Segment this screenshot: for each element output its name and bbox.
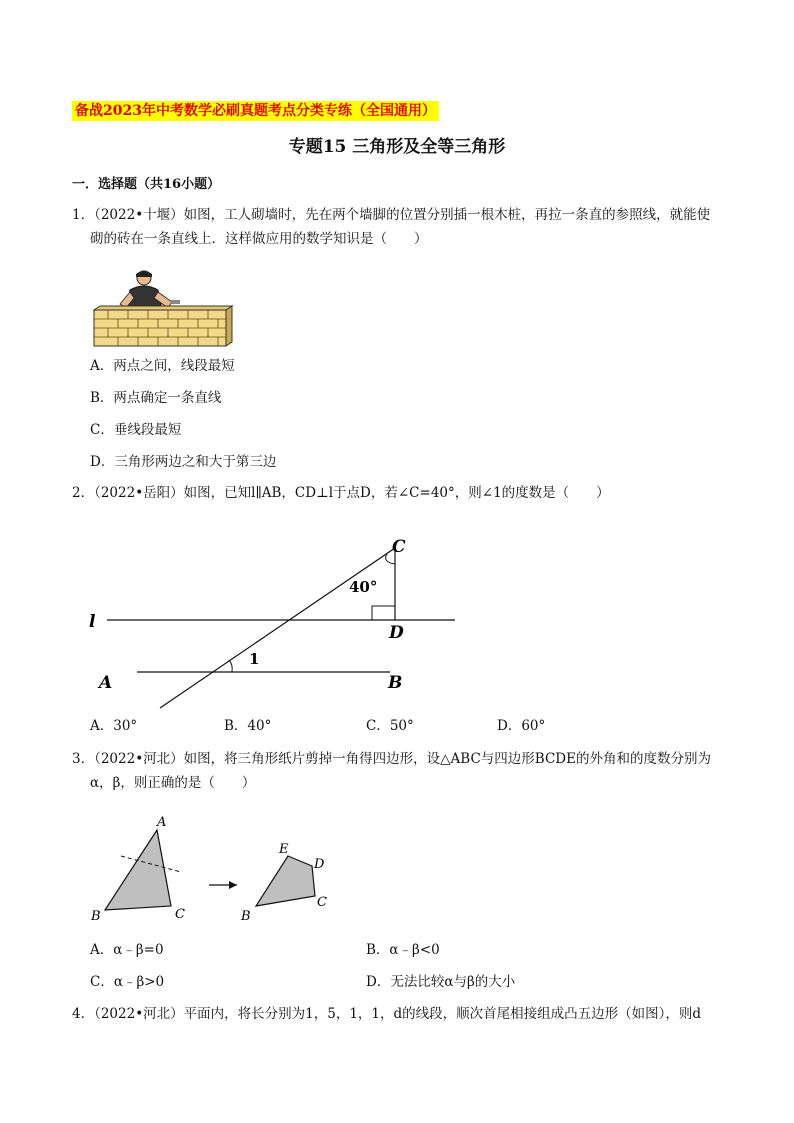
q3-option-a[interactable]: A．α﹣β=0 — [90, 942, 164, 958]
q2-option-d[interactable]: D．60° — [497, 718, 546, 734]
label-d: D — [389, 623, 404, 643]
label-c: C — [175, 907, 185, 922]
question-3-line1: 3．（2022•河北）如图，将三角形纸片剪掉一角得四边形，设△ABC与四边形BCDE的外角和的度数分别为 — [72, 751, 711, 767]
page-title: 专题15 三角形及全等三角形 — [288, 137, 506, 157]
question-4-line1: 4．（2022•河北）平面内，将长分别为1，5，1，1，d的线段，顺次首尾相接组成凸五边形（如图），则d — [72, 1006, 702, 1022]
question-4 — [72, 1005, 722, 1023]
header-banner: 备战2023年中考数学必刷真题考点分类专练（全国通用） — [72, 101, 439, 121]
question-1-line2: 砌的砖在一条直线上．这样做应用的数学知识是（ ） — [90, 231, 428, 247]
parallel-lines-figure — [85, 530, 465, 715]
label-d: D — [314, 857, 325, 872]
label-b: B — [91, 909, 101, 924]
question-1 — [72, 206, 722, 248]
q2-option-a[interactable]: A．30° — [90, 718, 138, 734]
label-c: C — [392, 537, 406, 557]
label-c2: C — [317, 895, 327, 910]
q1-option-b[interactable]: B．两点确定一条直线 — [90, 390, 222, 406]
q1-option-c[interactable]: C．垂线段最短 — [90, 422, 182, 438]
question-2-line1: 2．（2022•岳阳）如图，已知l∥AB，CD⊥l于点D，若∠C=40°，则∠1的度数是（ ） — [72, 485, 610, 501]
question-2 — [72, 484, 722, 502]
label-angle-1: 1 — [249, 650, 260, 668]
q3-option-d[interactable]: D．无法比较α与β的大小 — [366, 974, 516, 990]
question-3 — [72, 750, 722, 792]
bricklayer-figure — [90, 268, 235, 350]
q3-option-b[interactable]: B．α﹣β<0 — [366, 942, 440, 958]
label-b: B — [388, 673, 403, 693]
label-e: E — [279, 842, 289, 857]
q1-option-a[interactable]: A．两点之间，线段最短 — [90, 358, 235, 374]
label-angle-c: 40° — [349, 578, 378, 596]
question-3-line2: α，β，则正确的是（ ） — [90, 775, 256, 791]
triangle-cut-figure — [85, 810, 365, 925]
label-b2: B — [241, 909, 251, 924]
question-1-line1: 1．（2022•十堰）如图，工人砌墙时，先在两个墙脚的位置分别插一根木桩，再拉一条直的参照线，就能使 — [72, 207, 711, 223]
label-a: A — [99, 673, 113, 693]
q2-option-c[interactable]: C．50° — [366, 718, 414, 734]
label-l: l — [89, 612, 96, 632]
label-a: A — [157, 815, 167, 830]
q3-option-c[interactable]: C．α﹣β>0 — [90, 974, 165, 990]
q1-option-d[interactable]: D．三角形两边之和大于第三边 — [90, 454, 277, 470]
section-heading: 一．选择题（共16小题） — [72, 177, 221, 192]
q2-option-b[interactable]: B．40° — [224, 718, 272, 734]
